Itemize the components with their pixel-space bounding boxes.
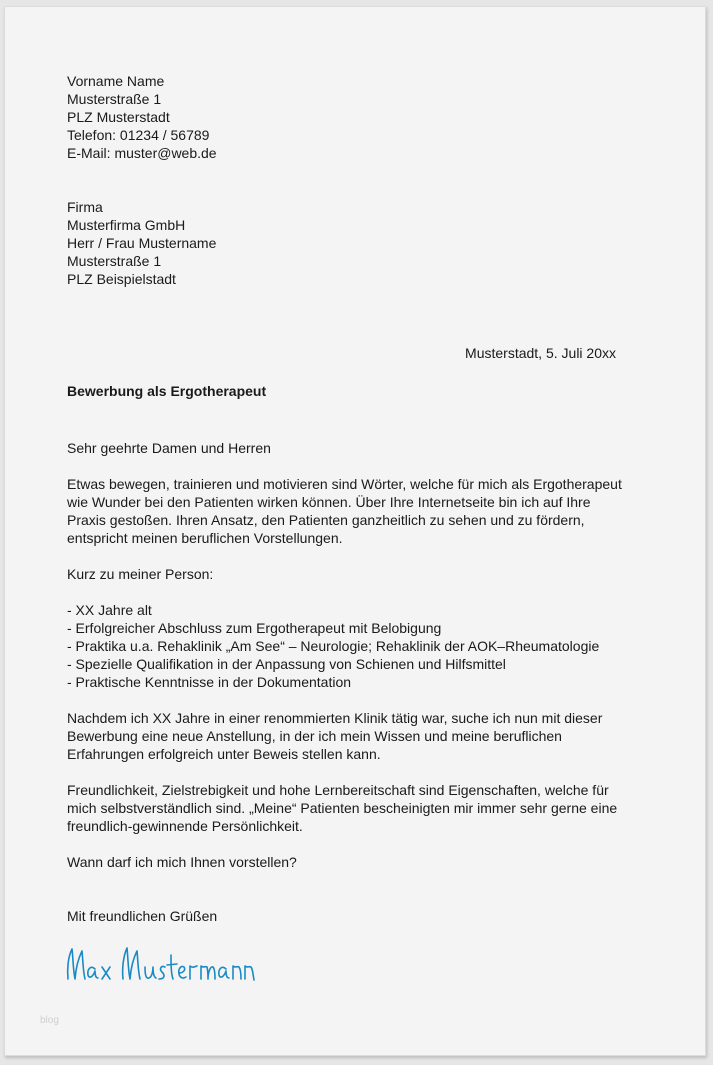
letter-page xyxy=(4,6,706,1056)
paragraph-line: wie Wunder bei den Patienten wirken können. Über Ihre Internetseite bin ich auf Ihre xyxy=(67,494,591,510)
recipient-address xyxy=(67,198,216,288)
paragraph-experience xyxy=(67,709,602,763)
interview-question: Wann darf ich mich Ihnen vorstellen? xyxy=(67,854,297,870)
paragraph-line: Erfahrungen erfolgreich unter Beweis stellen kann. xyxy=(67,746,381,762)
closing-phrase: Mit freundlichen Grüßen xyxy=(67,908,218,924)
list-item: - Erfolgreicher Abschluss zum Ergotherapeut mit Belobigung xyxy=(67,620,442,636)
recipient-contact: Herr / Frau Mustername xyxy=(67,235,217,251)
sender-email: E-Mail: muster@web.de xyxy=(67,145,217,161)
letter-subject: Bewerbung als Ergotherapeut xyxy=(67,383,267,399)
paragraph-line: Nachdem ich XX Jahre in einer renommierten Klinik tätig war, suche ich nun mit dieser xyxy=(67,710,603,726)
signature-icon xyxy=(65,935,265,987)
list-item: - Spezielle Qualifikation in der Anpassung von Schienen und Hilfsmittel xyxy=(67,656,506,672)
qualification-list xyxy=(67,601,599,691)
sender-city: PLZ Musterstadt xyxy=(67,109,170,125)
paragraph-line: Etwas bewegen, trainieren und motivieren sind Wörter, welche für mich als Ergotherapeut xyxy=(67,476,622,492)
paragraph-personality xyxy=(67,781,617,835)
salutation: Sehr geehrte Damen und Herren xyxy=(67,440,271,456)
letter-date: Musterstadt, 5. Juli 20xx xyxy=(465,345,616,361)
sender-name: Vorname Name xyxy=(67,73,165,89)
paragraph-line: entspricht meinen beruflichen Vorstellungen. xyxy=(67,530,343,546)
recipient-label: Firma xyxy=(67,199,103,215)
watermark: blog xyxy=(40,1015,59,1026)
list-item: - Praktische Kenntnisse in der Dokumentation xyxy=(67,674,352,690)
paragraph-line: Freundlichkeit, Zielstrebigkeit und hohe Lernbereitschaft sind Eigenschaften, welche für xyxy=(67,782,609,798)
recipient-street: Musterstraße 1 xyxy=(67,253,162,269)
recipient-company: Musterfirma GmbH xyxy=(67,217,186,233)
paragraph-line: Praxis gestoßen. Ihren Ansatz, den Patienten ganzheitlich zu sehen und zu fördern, xyxy=(67,512,585,528)
person-intro: Kurz zu meiner Person: xyxy=(67,566,214,582)
paragraph-line: mich selbstverständlich sind. „Meine“ Patienten bescheinigten mir immer sehr gerne eine xyxy=(67,800,618,816)
paragraph-line: freundlich-gewinnende Persönlichkeit. xyxy=(67,818,303,834)
list-item: - Praktika u.a. Rehaklinik „Am See“ – Neurologie; Rehaklinik der AOK–Rheumatologie xyxy=(67,638,600,654)
paragraph-line: Bewerbung eine neue Anstellung, in der ich mein Wissen und meine beruflichen xyxy=(67,728,562,744)
recipient-city: PLZ Beispielstadt xyxy=(67,271,176,287)
list-item: - XX Jahre alt xyxy=(67,602,152,618)
signature xyxy=(65,935,265,987)
paragraph-motivation xyxy=(67,475,622,547)
sender-phone: Telefon: 01234 / 56789 xyxy=(67,127,210,143)
sender-address xyxy=(67,72,217,162)
sender-street: Musterstraße 1 xyxy=(67,91,162,107)
